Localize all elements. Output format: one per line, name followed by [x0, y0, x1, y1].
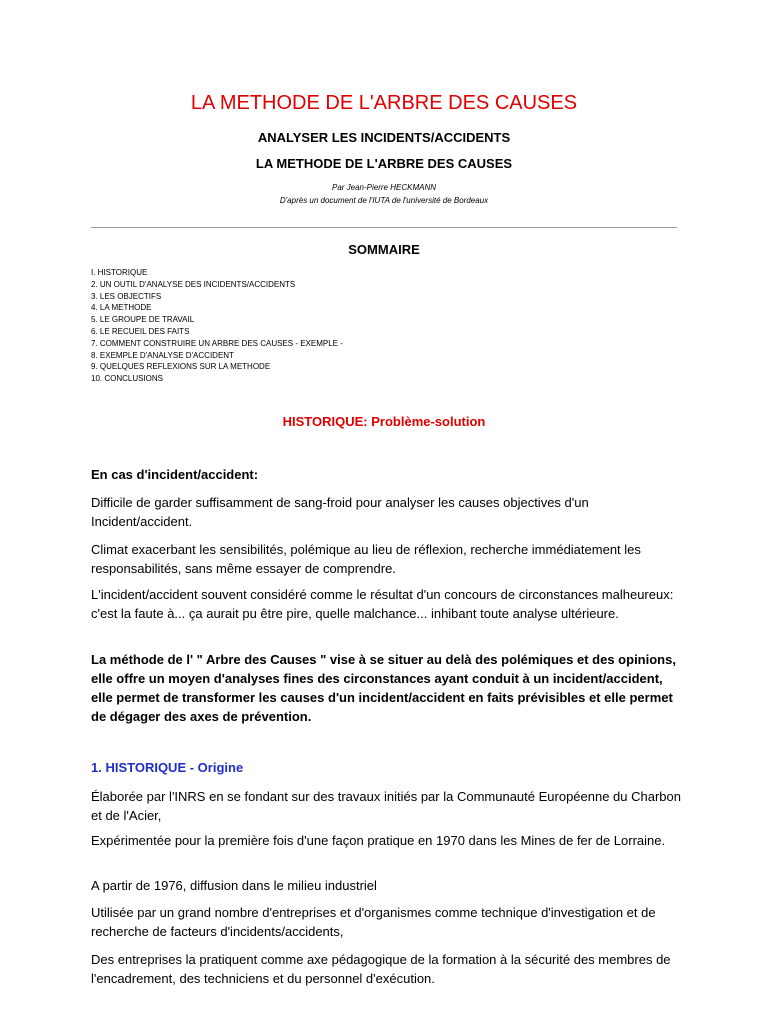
toc-item[interactable]: 4. LA METHODE [91, 303, 152, 313]
subtitle-methode: LA METHODE DE L'ARBRE DES CAUSES [255, 156, 513, 171]
toc-item[interactable]: 7. COMMENT CONSTRUIRE UN ARBRE DES CAUSES - EXEMPLE - [91, 338, 343, 348]
toc-item[interactable]: 10. CONCLUSIONS [91, 374, 164, 384]
subtitle-analyser: ANALYSER LES INCIDENTS/ACCIDENTS [257, 130, 511, 145]
document-title: LA METHODE DE L'ARBRE DES CAUSES [190, 92, 578, 114]
paragraph: Difficile de garder suffisamment de sang-froid pour analyser les causes objectives d'un Incident/accident. [91, 495, 589, 529]
section-1-heading: 1. HISTORIQUE - Origine [91, 760, 244, 775]
paragraph: A partir de 1976, diffusion dans le milieu industriel [91, 878, 377, 893]
toc-item[interactable]: I. HISTORIQUE [91, 268, 148, 277]
paragraph: Élaborée par l'INRS en se fondant sur des travaux initiés par la Communauté Européenne du Charbon et de l'Acier, [91, 789, 681, 823]
author-line: Par Jean-Pierre HECKMANN [331, 183, 437, 192]
toc-item[interactable]: 8. EXEMPLE D'ANALYSE D'ACCIDENT [91, 350, 234, 360]
historique-heading: HISTORIQUE: Problème-solution [282, 414, 486, 429]
paragraph: L'incident/accident souvent considéré comme le résultat d'un concours de circonstances malheureux: c'est la faute à... ça aurait pu être pire, quelle malchance... inhibant toute analyse ultérieure. [91, 587, 674, 621]
toc-item[interactable]: 5. LE GROUPE DE TRAVAIL [91, 315, 195, 325]
toc-item[interactable]: 2. UN OUTIL D'ANALYSE DES INCIDENTS/ACCIDENTS [91, 279, 296, 289]
sommaire-heading: SOMMAIRE [348, 242, 420, 257]
toc-item[interactable]: 3. LES OBJECTIFS [91, 291, 162, 301]
paragraph: Climat exacerbant les sensibilités, polémique au lieu de réflexion, recherche immédiatement les responsabilités, sans même essayer de comprendre. [91, 542, 641, 576]
paragraph: Des entreprises la pratiquent comme axe pédagogique de la formation à la sécurité des membres de l'encadrement, des techniciens et du personnel d'exécution. [91, 952, 671, 986]
toc-item[interactable]: 9. QUELQUES REFLEXIONS SUR LA METHODE [91, 362, 271, 372]
toc-item[interactable]: 6. LE RECUEIL DES FAITS [91, 326, 190, 336]
source-line: D'après un document de l'IUTA de l'université de Bordeaux [279, 196, 489, 205]
lead-paragraph: En cas d'incident/accident: [91, 467, 259, 482]
emphasis-paragraph: La méthode de l' " Arbre des Causes " vise à se situer au delà des polémiques et des opinions, elle offre un moyen d'analyses fines des circonstances ayant conduit à un incident/accident, elle permet de transformer les causes d'un incident/accident en faits prévisibles et elle permet de dégager des axes de prévention. [91, 652, 676, 724]
horizontal-divider [91, 227, 677, 228]
paragraph: Utilisée par un grand nombre d'entreprises et d'organismes comme technique d'investigation et de recherche de facteurs d'incidents/accidents, [91, 905, 656, 939]
table-of-contents [91, 267, 343, 385]
paragraph: Expérimentée pour la première fois d'une façon pratique en 1970 dans les Mines de fer de Lorraine. [91, 833, 666, 848]
